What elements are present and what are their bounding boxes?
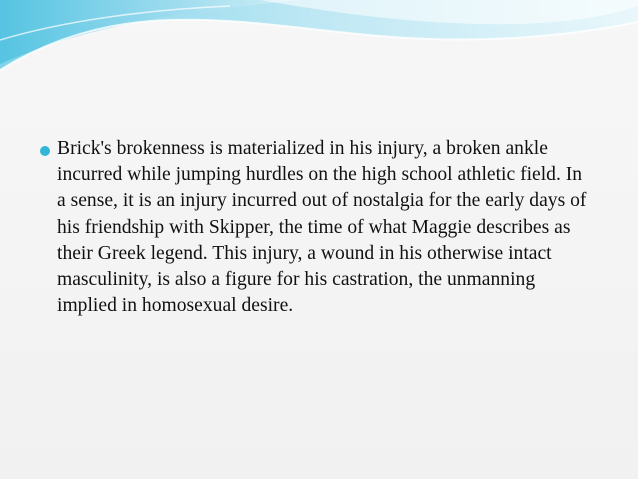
bullet-text: Brick's brokenness is materialized in his injury, a broken ankle incurred while jumping hurdles on the high school athletic field. In a sense, it is an injury incurred out of nostalgia for the early days of his friendship with Skipper, the time of what Maggie describes as their Greek legend. This injury, a wound in his otherwise intact masculinity, is also a figure for his castration, the unmanning implied in homosexual desire.: [57, 138, 587, 317]
bullet-dot-icon: [40, 146, 50, 156]
slide-body: [40, 136, 600, 319]
bullet-item: [40, 136, 600, 319]
header-wave-decoration: [0, 0, 638, 80]
